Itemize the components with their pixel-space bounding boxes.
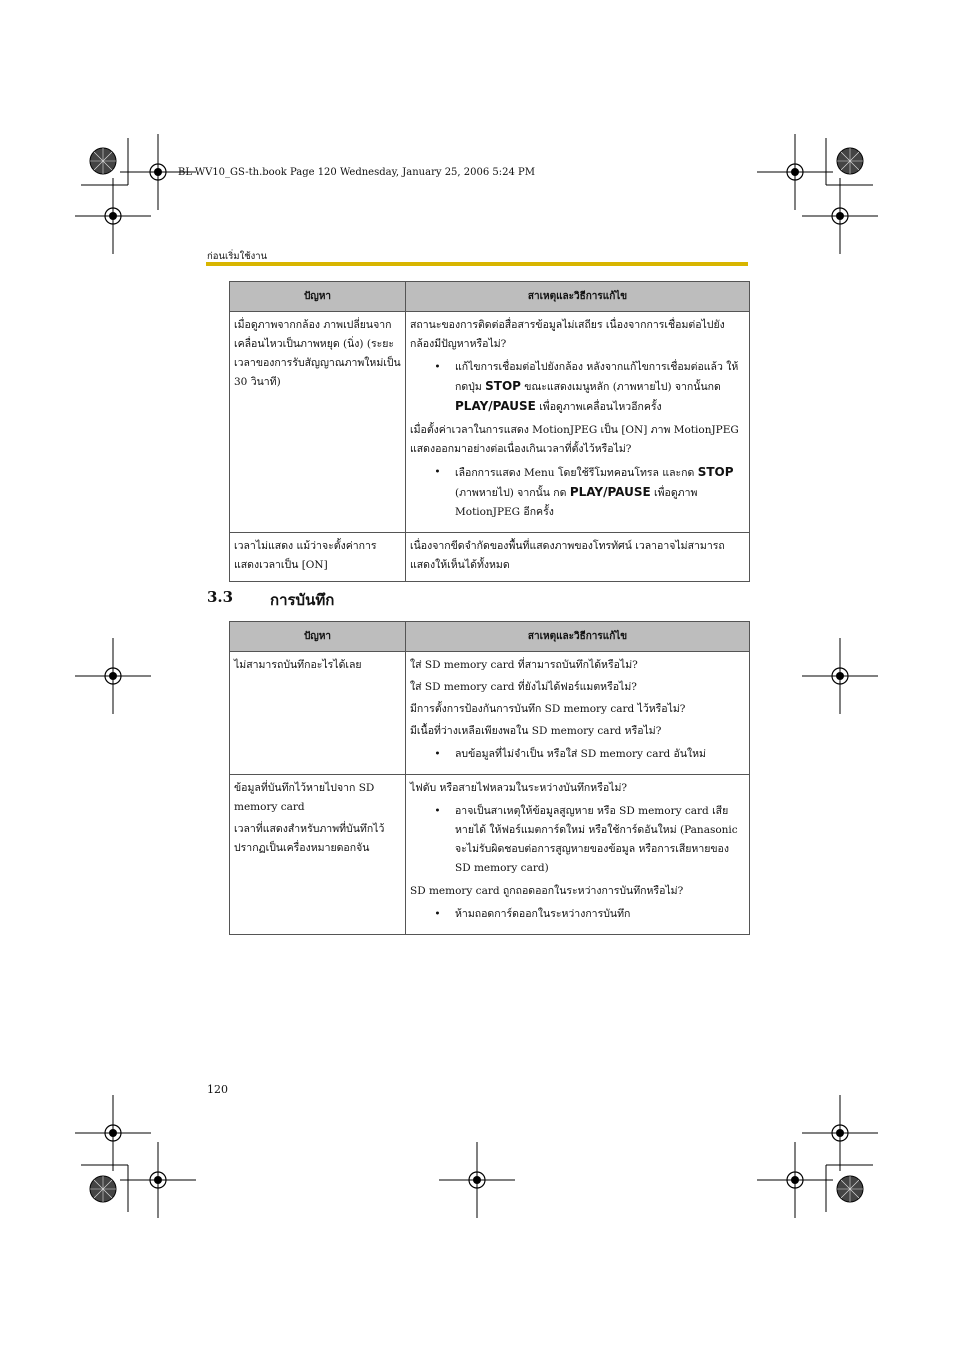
problem-cell [230,775,406,935]
column-header-solution: สาเหตุและวิธีการแก้ไข [406,282,750,312]
table-row [230,533,750,582]
section-title: การบันทึก [270,591,335,609]
registration-star-mark [90,148,116,174]
problem-cell: เมื่อดูภาพจากกล้อง ภาพเปลี่ยนจากเคลื่อนไหวเป็นภาพหยุด (นิ่ง) (ระยะเวลาของการรับสัญญาณภาพใหม่เป็น 30 วินาที) [230,312,406,533]
bullet-icon: • [434,908,441,920]
problem-cell: เวลาไม่แสดง แม้ว่าจะตั้งค่าการแสดงเวลาเป็น [ON] [230,533,406,582]
list-item [410,905,745,924]
cause-text: มีการตั้งการป้องกันการบันทึก SD memory card ไว้หรือไม่? [410,703,686,715]
crosshair-mark [120,1142,196,1218]
crosshair-mark [439,1142,515,1218]
solution-text: ลบข้อมูลที่ไม่จำเป็น หรือใส่ SD memory card อันใหม่ [455,748,706,760]
play-pause-button-label: PLAY/PAUSE [455,399,536,413]
stop-button-label: STOP [485,379,521,393]
crosshair-mark [802,638,878,714]
crosshair-mark [75,638,151,714]
section-label: ก่อนเริ่มใช้งาน [207,251,268,262]
crosshair-mark [802,178,878,254]
crosshair-mark [75,178,151,254]
cause-text: มีเนื้อที่ว่างเหลือเพียงพอใน SD memory card หรือไม่? [410,725,662,737]
solution-text: ห้ามถอดการ์ดออกในระหว่างการบันทึก [455,908,631,920]
solution-text: เลือกการแสดง Menu โดยใช้รีโมทคอนโทรล และกด STOP (ภาพหายไป) จากนั้น กด PLAY/PAUSE เพื่อดูภาพ MotionJPEG อีกครั้ง [455,465,734,518]
column-header-problem: ปัญหา [230,622,406,652]
column-header-solution: สาเหตุและวิธีการแก้ไข [406,622,750,652]
list-item [410,463,745,522]
crosshair-mark [802,1095,878,1171]
problem-text: เวลาที่แสดงสำหรับภาพที่บันทึกไว้ปรากฏเป็นเครื่องหมายดอกจัน [234,823,385,854]
table-row [230,312,750,533]
bullet-icon: • [434,805,441,817]
cause-text: SD memory card ถูกถอดออกในระหว่างการบันทึกหรือไม่? [410,885,684,897]
section-number: 3.3 [207,588,234,606]
solution-cell [406,652,750,775]
column-header-problem: ปัญหา [230,282,406,312]
play-pause-button-label: PLAY/PAUSE [569,485,651,499]
bullet-icon: • [434,361,441,373]
solution-cell: เนื่องจากขีดจำกัดของพื้นที่แสดงภาพของโทรทัศน์ เวลาอาจไม่สามารถแสดงให้เห็นได้ทั้งหมด [406,533,750,582]
troubleshooting-table-2 [229,621,750,935]
registration-star-mark [837,1176,863,1202]
cause-text: เมื่อตั้งค่าเวลาในการแสดง MotionJPEG เป็น [ON] ภาพ MotionJPEG แสดงออกมาอย่างต่อเนื่องเกินเวลาที่ตั้งไว้หรือไม่? [410,424,739,455]
crosshair-mark [757,1142,833,1218]
list-item [410,745,745,764]
stop-button-label: STOP [697,465,734,479]
registration-star-mark [90,1176,116,1202]
table-row [230,775,750,935]
list-item [410,358,745,417]
solution-cell [406,775,750,935]
solution-text: แก้ไขการเชื่อมต่อไปยังกล้อง หลังจากแก้ไขการเชื่อมต่อแล้ว ให้กดปุ่ม STOP ขณะแสดงเมนูหลัก (ภาพหายไป) จากนั้นกด PLAY/PAUSE เพื่อดูภาพเคลื่อนไหวอีกครั้ง [455,361,739,413]
problem-cell: ไม่สามารถบันทึกอะไรได้เลย [230,652,406,775]
cause-text: ไฟดับ หรือสายไฟหลวมในระหว่างบันทึกหรือไม่? [410,782,627,794]
table-row [230,652,750,775]
crosshair-mark [757,134,833,210]
cause-text: สถานะของการติดต่อสื่อสารข้อมูลไม่เสถียร เนื่องจากการเชื่อมต่อไปยังกล้องมีปัญหาหรือไม่? [410,319,725,350]
solution-text: อาจเป็นสาเหตุให้ข้อมูลสูญหาย หรือ SD memory card เสียหายได้ ให้ฟอร์แมตการ์ดใหม่ หรือใช้การ์ดอันใหม่ (Panasonic จะไม่รับผิดชอบต่อการสูญหายของข้อมูล หรือการเสียหายของ SD memory card) [455,805,738,874]
problem-text: ข้อมูลที่บันทึกไว้หายไปจาก SD memory card [234,782,375,813]
list-item [410,802,745,878]
bullet-icon: • [434,748,441,760]
cause-text: ใส่ SD memory card ที่ยังไม่ได้ฟอร์แมตหรือไม่? [410,681,637,693]
solution-cell [406,312,750,533]
page-number: 120 [207,1083,228,1096]
crosshair-mark [75,1095,151,1171]
cause-text: ใส่ SD memory card ที่สามารถบันทึกได้หรือไม่? [410,659,638,671]
registration-star-mark [837,148,863,174]
bullet-icon: • [434,466,441,478]
troubleshooting-table-1 [229,281,750,582]
file-info-header: BL-WV10_GS-th.book Page 120 Wednesday, January 25, 2006 5:24 PM [178,167,536,178]
header-rule [206,262,748,266]
